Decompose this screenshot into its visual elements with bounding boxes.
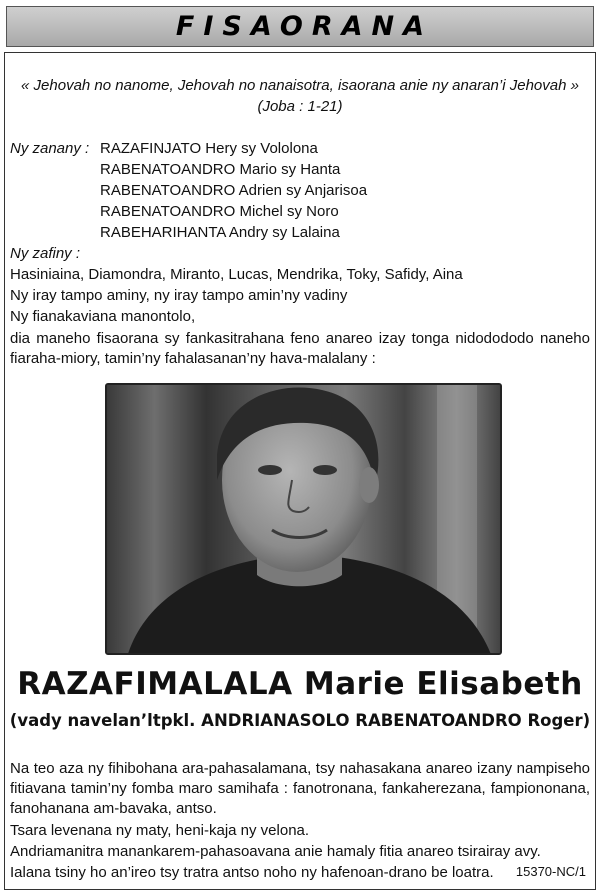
bible-quote: « Jehovah no nanome, Jehovah no nanaisotra, isaorana anie ny anaran’i Jehovah » (21, 77, 579, 94)
spouse-name: ANDRIANASOLO RABENATOANDRO Roger (201, 711, 583, 730)
grandchildren-names: Hasiniaina, Diamondra, Miranto, Lucas, Mendrika, Toky, Safidy, Aina (10, 266, 463, 283)
reference-code: 15370-NC/1 (515, 864, 586, 879)
child-name: RAZAFINJATO Hery sy Vololona (100, 140, 318, 157)
children-label: Ny zanany : (10, 140, 90, 157)
spouse-prefix: (vady navelan’ltpkl. (9, 711, 196, 730)
child-name: RABENATOANDRO Michel sy Noro (100, 203, 339, 220)
grandchildren-label: Ny zafiny : (10, 245, 81, 262)
closing-line: Ialana tsiny ho an’ireo tsy tratra antso noho ny hafenoan-drano be loatra. (10, 864, 494, 881)
portrait-photo (105, 383, 502, 655)
thanks-intro: dia maneho fisaorana sy fankasitrahana feno anareo izay tonga nidodododo naneho fiaraha-miory, tamin’ny fahalasanan’ny hava-malalany : (10, 330, 590, 367)
closing-line: Andriamanitra manankarem-pahasoavana anie hamaly fitia anareo tsirairay avy. (10, 843, 541, 860)
bible-reference: (Joba : 1-21) (257, 98, 343, 115)
child-name: RABENATOANDRO Adrien sy Anjarisoa (100, 182, 368, 199)
header-title: FISAORANA (175, 11, 434, 42)
family-line: Ny fianakaviana manontolo, (10, 308, 196, 325)
closing-paragraph: Na teo aza ny fihibohana ara-pahasalamana, tsy nahasakana anareo izany nampiseho fitiavana tamin’ny fomba maro samihafa : fanotronana, fankaherezana, fampiononana, fanohanana am-bavaka, antso. (10, 760, 590, 817)
child-name: RABEHARIHANTA Andry sy Lalaina (100, 224, 340, 241)
spouse-suffix: ) (582, 711, 591, 730)
portrait-image (107, 385, 502, 655)
deceased-name: RAZAFIMALALA Marie Elisabeth (17, 666, 583, 702)
siblings-line: Ny iray tampo aminy, ny iray tampo amin’ny vadiny (10, 287, 348, 304)
header-banner (6, 6, 594, 47)
spouse-line (0, 711, 600, 730)
closing-line: Tsara levenana ny maty, heni-kaja ny velona. (10, 822, 310, 839)
child-name: RABENATOANDRO Mario sy Hanta (100, 161, 341, 178)
